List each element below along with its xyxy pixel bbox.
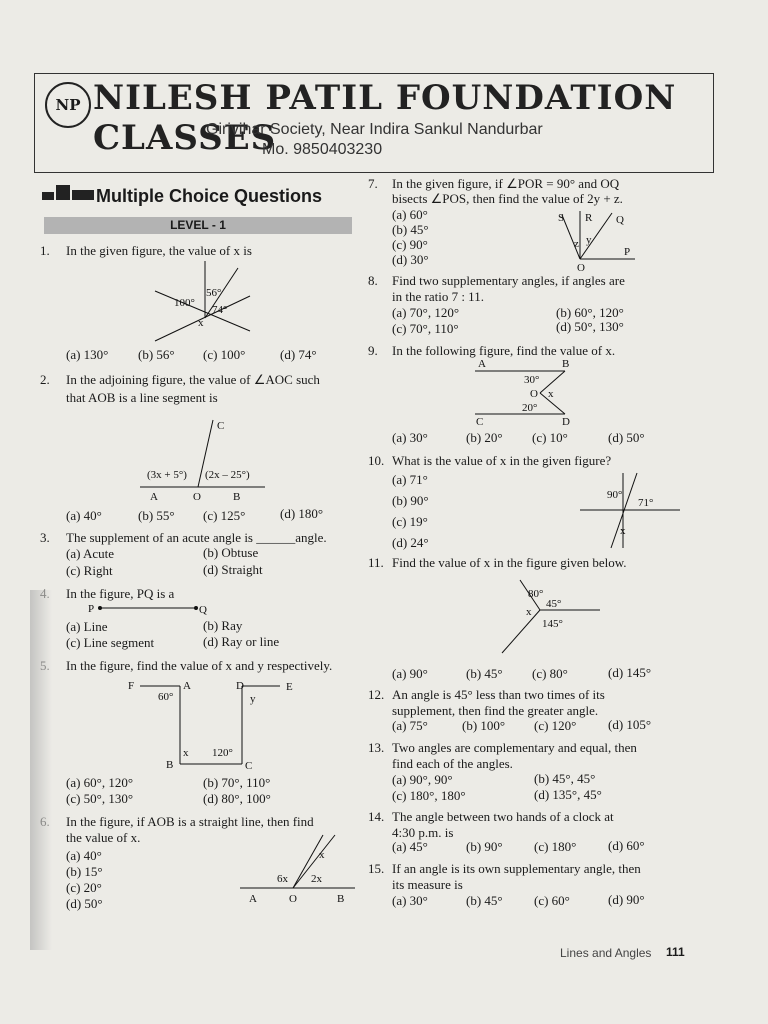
q14-opt-a[interactable]: (a) 45° [392,839,428,854]
q12-opt-d[interactable]: (d) 105° [608,717,652,732]
q9-label-c: C [476,416,484,427]
q12-line2: supplement, then find the greater angle. [392,703,599,718]
q4-label-p: P [88,603,95,615]
q3-number: 3. [40,530,50,545]
q7-label-q: Q [616,214,624,226]
q1-label-56: 56° [206,287,222,299]
q8-number: 8. [368,273,378,288]
q10-opt-d[interactable]: (d) 24° [392,535,429,550]
q9-opt-c[interactable]: (c) 10° [532,430,568,445]
q1-opt-b[interactable]: (b) 56° [138,347,175,362]
q11-opt-c[interactable]: (c) 80° [532,666,568,681]
q10-label-x: x [620,525,626,537]
q6-label-2x: 2x [311,873,322,885]
q10-opt-a[interactable]: (a) 71° [392,472,428,487]
scan-shadow [30,590,52,950]
q8-line2: in the ratio 7 : 11. [392,289,484,304]
q9-opt-a[interactable]: (a) 30° [392,430,428,445]
q15-opt-b[interactable]: (b) 45° [466,893,503,908]
q9-label-b: B [562,358,570,370]
q13-opt-c[interactable]: (c) 180°, 180° [392,788,466,803]
q8-opt-d[interactable]: (d) 50°, 130° [556,319,624,334]
q12-line1: An angle is 45° less than two times of its [392,687,605,702]
q15-opt-d[interactable]: (d) 90° [608,892,645,907]
q1-opt-d[interactable]: (d) 74° [280,347,317,362]
q6-label-b: B [337,893,345,905]
q3-opt-d[interactable]: (d) Straight [203,562,263,577]
q7-line1: In the given figure, if ∠POR = 90° and OQ [392,176,620,191]
q10-opt-c[interactable]: (c) 19° [392,514,428,529]
q4-figure [86,600,216,616]
q14-number: 14. [368,809,385,824]
q5-opt-a[interactable]: (a) 60°, 120° [66,775,134,790]
q7-opt-b[interactable]: (b) 45° [392,222,429,237]
q6-figure [235,830,360,910]
q11-opt-a[interactable]: (a) 90° [392,666,428,681]
q4-opt-d[interactable]: (d) Ray or line [203,634,280,649]
institute-title: NILESH PATIL FOUNDATION CLASSES [93,78,677,158]
q5-label-d: D [236,680,244,692]
q2-opt-a[interactable]: (a) 40° [66,508,102,523]
chapter-footer: Lines and Angles [560,946,652,960]
q11-label-145: 145° [542,618,563,630]
q14-line1: The angle between two hands of a clock at [392,809,614,824]
q13-line1: Two angles are complementary and equal, then [392,740,637,755]
q5-label-120: 120° [212,747,233,759]
q1-figure [150,256,260,348]
q4-text: In the figure, PQ is a [66,586,175,601]
q2-label-b: B [233,491,241,503]
q7-label-p: P [624,246,631,258]
q9-number: 9. [368,343,378,358]
q10-number: 10. [368,453,385,468]
q13-number: 13. [368,740,385,755]
q10-label-90: 90° [607,489,623,501]
q5-opt-b[interactable]: (b) 70°, 110° [203,775,271,790]
institute-mobile: Mo. 9850403230 [262,141,383,158]
q14-opt-c[interactable]: (c) 180° [534,839,577,854]
q9-label-o: O [530,388,538,400]
q5-opt-d[interactable]: (d) 80°, 100° [203,791,271,806]
q7-number: 7. [368,176,378,191]
q7-line2: bisects ∠POS, then find the value of 2y + z. [392,191,623,206]
q7-label-y: y [586,234,592,246]
q15-number: 15. [368,861,385,876]
q13-opt-b[interactable]: (b) 45°, 45° [534,771,596,786]
q2-line2: that AOB is a line segment is [66,390,218,405]
q7-figure [550,205,650,275]
q9-text: In the following figure, find the value of x. [392,343,616,358]
section-icon [40,182,96,204]
q1-text: In the given figure, the value of x is [66,243,252,258]
level-banner: LEVEL - 1 [44,217,352,234]
q2-opt-b[interactable]: (b) 55° [138,508,175,523]
q11-label-x: x [526,606,532,618]
q5-label-y: y [250,693,256,705]
q14-opt-d[interactable]: (d) 60° [608,838,645,853]
q15-line1: If an angle is its own supplementary angle, then [392,861,641,876]
q2-opt-d[interactable]: (d) 180° [280,506,324,521]
q2-number: 2. [40,372,50,387]
q5-label-60: 60° [158,691,174,703]
page-number: 111 [666,945,685,959]
q4-opt-a[interactable]: (a) Line [66,619,108,634]
q7-opt-c[interactable]: (c) 90° [392,237,428,252]
q7-opt-d[interactable]: (d) 30° [392,252,429,267]
q5-label-x: x [183,747,189,759]
q7-label-z: z [574,238,579,250]
q8-line1: Find two supplementary angles, if angles are [392,273,625,288]
q6-opt-c[interactable]: (c) 20° [66,880,102,895]
q7-label-o: O [577,262,585,274]
q14-opt-b[interactable]: (b) 90° [466,839,503,854]
q2-label-c: C [217,420,225,432]
q9-opt-d[interactable]: (d) 50° [608,430,645,445]
q8-opt-c[interactable]: (c) 70°, 110° [392,321,459,336]
q6-label-6x: 6x [277,873,288,885]
q9-opt-b[interactable]: (b) 20° [466,430,503,445]
q5-label-c: C [245,760,253,771]
q1-opt-c[interactable]: (c) 100° [203,347,246,362]
q9-label-x: x [548,388,554,400]
q10-label-71: 71° [638,497,654,509]
q4-opt-b[interactable]: (b) Ray [203,618,243,633]
q15-opt-c[interactable]: (c) 60° [534,893,570,908]
q13-line2: find each of the angles. [392,756,513,771]
q5-label-f: F [128,680,135,692]
q7-label-s: S [558,212,565,224]
q2-figure [135,412,270,504]
q11-label-80: 80° [528,588,544,600]
q5-label-a: A [183,680,191,692]
q11-opt-b[interactable]: (b) 45° [466,666,503,681]
q3-opt-c[interactable]: (c) Right [66,563,113,578]
q6-line1: In the figure, if AOB is a straight line, then find [66,814,314,829]
q2-opt-c[interactable]: (c) 125° [203,508,246,523]
q9-figure [470,357,585,427]
q5-text: In the figure, find the value of x and y respectively. [66,658,333,673]
q15-opt-a[interactable]: (a) 30° [392,893,428,908]
institute-address: Girivihar Society, Near Indira Sankul Nandurbar [206,121,543,138]
q12-number: 12. [368,687,385,702]
q5-label-e: E [286,681,293,693]
q4-label-q: Q [199,604,207,616]
q5-label-b: B [166,759,174,771]
q12-opt-b[interactable]: (b) 100° [462,718,506,733]
q6-label-o: O [289,893,297,905]
q15-line2: its measure is [392,877,463,892]
q5-opt-c[interactable]: (c) 50°, 130° [66,791,134,806]
q11-text: Find the value of x in the figure given below. [392,555,627,570]
q3-opt-b[interactable]: (b) Obtuse [203,545,259,560]
q9-label-a: A [478,358,486,370]
q2-line1: In the adjoining figure, the value of ∠AOC such [66,372,320,387]
q11-number: 11. [368,555,384,570]
q6-label-a: A [249,893,257,905]
q9-label-d: D [562,416,570,427]
q8-opt-b[interactable]: (b) 60°, 120° [556,305,624,320]
q11-figure [490,575,605,660]
q6-opt-b[interactable]: (b) 15° [66,864,103,879]
q13-opt-d[interactable]: (d) 135°, 45° [534,787,602,802]
q6-opt-d[interactable]: (d) 50° [66,896,103,911]
q2-label-o: O [193,491,201,503]
q4-opt-c[interactable]: (c) Line segment [66,635,155,650]
q8-opt-a[interactable]: (a) 70°, 120° [392,305,460,320]
q1-number: 1. [40,243,50,258]
q5-figure [120,676,300,771]
q7-opt-a[interactable]: (a) 60° [392,207,428,222]
q2-label-left: (3x + 5°) [147,469,187,481]
q11-label-45: 45° [546,598,562,610]
q14-line2: 4:30 p.m. is [392,825,454,840]
q3-text: The supplement of an acute angle is ______angle. [66,530,327,545]
q7-label-r: R [585,212,593,224]
q1-label-74: 74° [212,304,228,316]
q9-label-20: 20° [522,402,538,414]
q9-label-30: 30° [524,374,540,386]
q2-label-right: (2x – 25°) [205,469,250,481]
q6-opt-a[interactable]: (a) 40° [66,848,102,863]
q1-label-x: x [198,317,204,329]
q10-text: What is the value of x in the given figure? [392,453,612,468]
q1-opt-a[interactable]: (a) 130° [66,347,109,362]
q11-opt-d[interactable]: (d) 145° [608,665,652,680]
q2-label-a: A [150,491,158,503]
q12-opt-a[interactable]: (a) 75° [392,718,428,733]
q3-opt-a[interactable]: (a) Acute [66,546,115,561]
q1-label-100: 100° [174,297,195,309]
q6-label-x: x [319,849,325,861]
q10-figure [575,468,685,552]
q13-opt-a[interactable]: (a) 90°, 90° [392,772,453,787]
q6-line2: the value of x. [66,830,141,845]
institute-logo: NP [45,82,91,128]
section-title: Multiple Choice Questions [96,186,323,206]
q12-opt-c[interactable]: (c) 120° [534,718,577,733]
q10-opt-b[interactable]: (b) 90° [392,493,429,508]
